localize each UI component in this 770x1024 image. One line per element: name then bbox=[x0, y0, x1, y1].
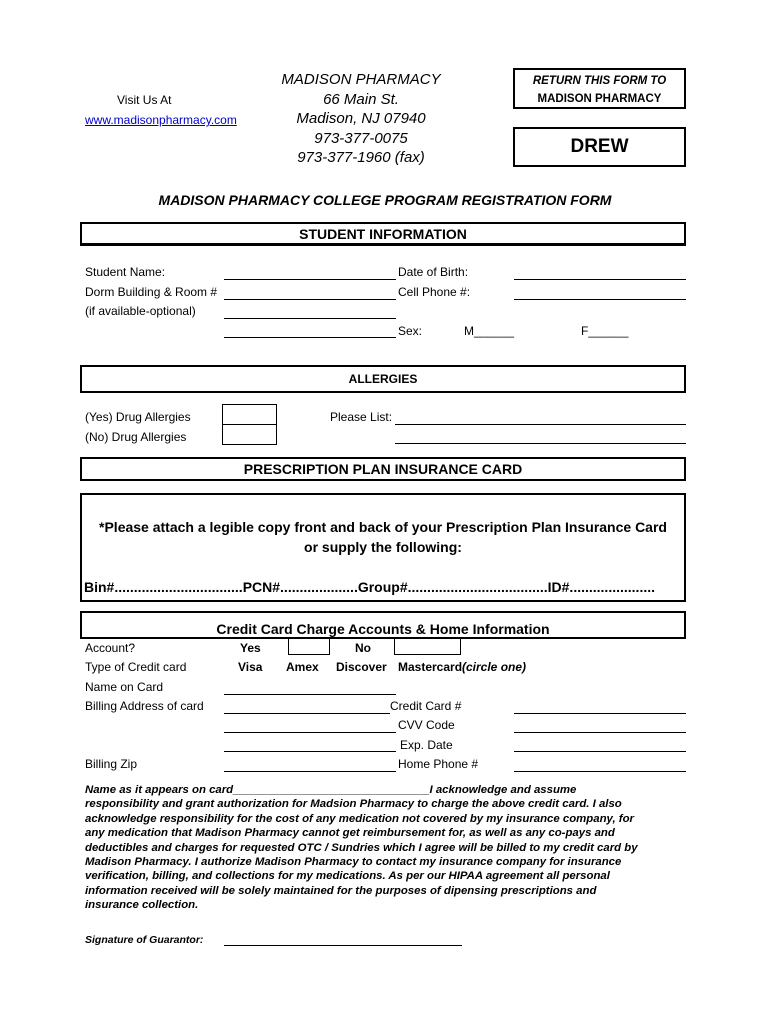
card-type-discover[interactable]: Discover bbox=[336, 660, 387, 674]
cvv-field[interactable] bbox=[514, 732, 686, 733]
authorization-line: Name as it appears on card_______________________________I acknowledge and assume bbox=[85, 784, 577, 796]
signature-label: Signature of Guarantor: bbox=[85, 934, 204, 946]
name-on-card-label: Name on Card bbox=[85, 680, 164, 694]
account-no-checkbox[interactable] bbox=[394, 638, 461, 655]
pharmacy-fax: 973-377-1960 (fax) bbox=[297, 149, 425, 166]
card-type-amex[interactable]: Amex bbox=[286, 660, 319, 674]
return-line-1: RETURN THIS FORM TO bbox=[532, 75, 667, 87]
authorization-line: verification, billing, and collections for my medications. As per our HIPAA agreement all personal bbox=[85, 870, 610, 883]
return-form-box bbox=[513, 68, 686, 109]
dob-label: Date of Birth: bbox=[398, 265, 469, 279]
pharmacy-city: Madison, NJ 07940 bbox=[296, 110, 426, 127]
allergies-heading: ALLERGIES bbox=[80, 365, 686, 393]
billing-address-label: Billing Address of card bbox=[85, 699, 204, 713]
home-phone-field[interactable] bbox=[514, 771, 686, 772]
card-type-visa[interactable]: Visa bbox=[238, 660, 263, 674]
allergy-list-field-2[interactable] bbox=[395, 443, 686, 444]
billing-address-field-3[interactable] bbox=[224, 751, 396, 752]
return-line-2: MADISON PHARMACY bbox=[537, 93, 662, 105]
billing-zip-label: Billing Zip bbox=[85, 757, 138, 771]
signature-field[interactable] bbox=[224, 945, 462, 946]
home-phone-label: Home Phone # bbox=[398, 757, 479, 771]
circle-one-note: (circle one) bbox=[462, 660, 527, 674]
allergies-no-checkbox[interactable] bbox=[222, 424, 277, 445]
authorization-paragraph bbox=[85, 783, 685, 913]
student-name-field[interactable] bbox=[224, 279, 396, 280]
optional-label: (if available-optional) bbox=[85, 304, 196, 318]
sex-label: Sex: bbox=[398, 324, 423, 338]
dorm-field-3[interactable] bbox=[224, 337, 396, 338]
authorization-line: information received will be solely maintained for the purposes of dipensing prescriptions and bbox=[85, 884, 597, 897]
insurance-instructions bbox=[82, 517, 684, 557]
billing-address-field-1[interactable] bbox=[224, 713, 390, 714]
sex-male-option[interactable]: M______ bbox=[464, 324, 515, 338]
card-type-label: Type of Credit card bbox=[85, 660, 187, 674]
exp-date-field[interactable] bbox=[514, 751, 686, 752]
visit-us-label: Visit Us At bbox=[117, 93, 172, 107]
insurance-info-box bbox=[80, 493, 686, 602]
authorization-line: Madison Pharmacy. I authorize Madison Pharmacy to contact my insurance company for insurance bbox=[85, 856, 622, 869]
form-title: MADISON PHARMACY COLLEGE PROGRAM REGISTRATION FORM bbox=[158, 192, 612, 208]
insurance-heading: PRESCRIPTION PLAN INSURANCE CARD bbox=[80, 457, 686, 481]
card-number-label: Credit Card # bbox=[390, 699, 462, 713]
account-yes-checkbox[interactable] bbox=[288, 638, 330, 655]
campus-name-box: DREW bbox=[513, 127, 686, 167]
cell-phone-label: Cell Phone #: bbox=[398, 285, 471, 299]
cell-phone-field[interactable] bbox=[514, 299, 686, 300]
account-yes-label: Yes bbox=[240, 641, 261, 655]
credit-card-heading: Credit Card Charge Accounts & Home Information bbox=[80, 611, 686, 639]
authorization-line: deductibles and charges for requested OTC / Sundries which I agree will be billed to my credit card by bbox=[85, 841, 638, 854]
website-link[interactable]: www.madisonpharmacy.com bbox=[85, 113, 237, 127]
pharmacy-street: 66 Main St. bbox=[323, 90, 399, 108]
pharmacy-phone: 973-377-0075 bbox=[314, 129, 408, 147]
insurance-instruction-2: or supply the following: bbox=[304, 539, 462, 555]
authorization-line: responsibility and grant authorization for Madsion Pharmacy to charge the above credit card. I also bbox=[85, 798, 622, 811]
dob-field[interactable] bbox=[514, 279, 686, 280]
please-list-label: Please List: bbox=[330, 410, 393, 424]
authorization-line: insurance collection. bbox=[85, 899, 199, 912]
student-name-label: Student Name: bbox=[85, 265, 166, 279]
dorm-field[interactable] bbox=[224, 299, 396, 300]
cvv-label: CVV Code bbox=[398, 718, 455, 732]
student-info-heading: STUDENT INFORMATION bbox=[80, 222, 686, 246]
dorm-label: Dorm Building & Room # bbox=[85, 285, 218, 299]
dorm-field-2[interactable] bbox=[224, 318, 396, 319]
billing-zip-field[interactable] bbox=[224, 771, 396, 772]
allergies-yes-checkbox[interactable] bbox=[222, 404, 277, 425]
allergies-no-label: (No) Drug Allergies bbox=[85, 430, 187, 444]
allergies-yes-label: (Yes) Drug Allergies bbox=[85, 410, 191, 424]
authorization-line: any medication that Madison Pharmacy cannot get reimbursement for, as well as any co-pays and bbox=[85, 827, 615, 840]
sex-female-option[interactable]: F______ bbox=[581, 324, 629, 338]
name-on-card-field[interactable] bbox=[224, 694, 396, 695]
exp-date-label: Exp. Date bbox=[400, 738, 453, 752]
allergy-list-field-1[interactable] bbox=[395, 424, 686, 425]
insurance-instruction-1: *Please attach a legible copy front and back of your Prescription Plan Insurance Card bbox=[99, 519, 667, 535]
account-no-label: No bbox=[355, 641, 371, 655]
billing-address-field-2[interactable] bbox=[224, 732, 396, 733]
authorization-line: acknowledge responsibility for the cost of any medication not covered by my insurance company, for bbox=[85, 812, 634, 825]
pharmacy-name: MADISON PHARMACY bbox=[281, 71, 441, 88]
card-type-mastercard[interactable]: Mastercard bbox=[398, 660, 462, 674]
insurance-id-fields[interactable]: Bin#.................................PCN#....................Group#....................................ID#...................... bbox=[84, 579, 655, 595]
card-number-field[interactable] bbox=[514, 713, 686, 714]
pharmacy-address-block bbox=[250, 70, 472, 168]
account-label: Account? bbox=[85, 641, 136, 655]
